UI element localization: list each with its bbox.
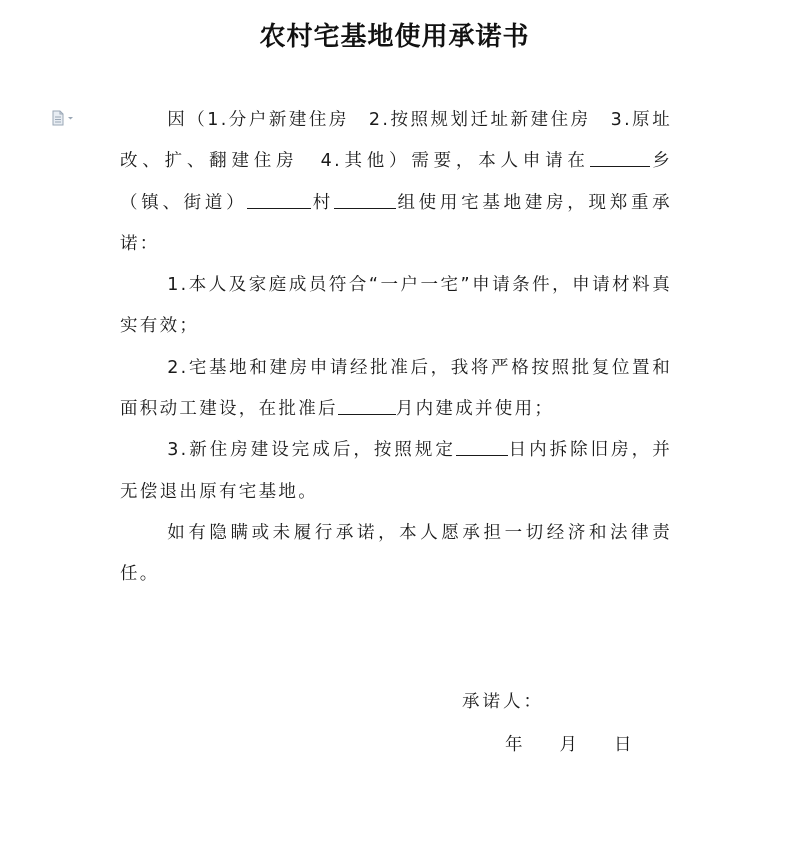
township-blank <box>590 146 650 167</box>
closing-paragraph: 如有隐瞒或未履行承诺，本人愿承担一切经济和法律责任。 <box>120 522 672 585</box>
commitment-item-1: 1.本人及家庭成员符合“一户一宅”申请条件，申请材料真实有效； <box>120 275 672 337</box>
intro-text-1: 因（1.分户新建住房 2.按照规划迁址新建住房 3.原址改、扩、翻建住房 4.其他）需要，本人申请在 <box>120 110 672 172</box>
document-title: 农村宅基地使用承诺书 <box>259 22 530 52</box>
date-line <box>505 731 632 756</box>
document-dropdown-icon[interactable] <box>50 110 76 126</box>
intro-text-2: 乡（镇、街道） <box>120 151 672 213</box>
months-blank <box>338 394 396 415</box>
document-page-icon <box>50 110 76 126</box>
item3-text-2: 日内拆除旧房，并无偿退出原有宅基地。 <box>120 440 672 502</box>
group-blank <box>334 188 396 209</box>
intro-text-3: 村 <box>311 192 335 213</box>
commitment-item-2 <box>120 348 672 431</box>
date-year-label: 年 <box>505 735 523 755</box>
document-body <box>120 100 672 596</box>
date-day-label: 日 <box>614 735 632 755</box>
village-blank <box>247 188 311 209</box>
item2-text-2: 月内建成并使用； <box>395 399 555 420</box>
item3-text-1: 3.新住房建设完成后，按照规定 <box>167 440 456 461</box>
signature-label: 承诺人： <box>462 692 544 712</box>
intro-paragraph <box>120 100 672 265</box>
intro-text-4: 组使用宅基地建房，现郑重承诺： <box>120 192 672 254</box>
days-blank <box>456 435 508 456</box>
commitment-item-3 <box>120 430 672 513</box>
date-month-label: 月 <box>559 735 577 755</box>
item2-text-1: 2.宅基地和建房申请经批准后，我将严格按照批复位置和面积动工建设，在批准后 <box>120 357 672 420</box>
